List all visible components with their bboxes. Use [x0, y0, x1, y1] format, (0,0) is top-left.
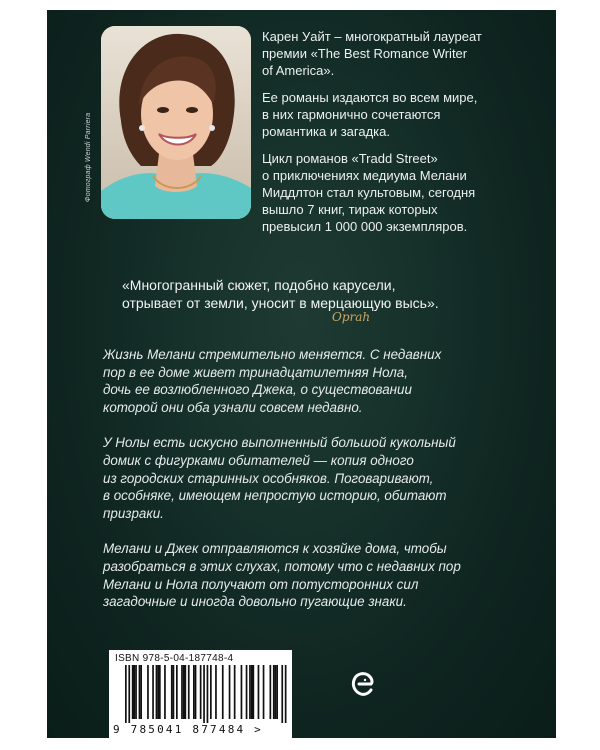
author-bio [262, 28, 556, 245]
quote-attribution: Oprah [332, 310, 371, 324]
barcode-bar [185, 665, 187, 719]
description-paragraph: Мелани и Джек отправляются к хозяйке дома, чтобы разобраться в этих слухах, потому что с недавних пор Мелани и Нола получают от потусторонних сил загадочные и иногда довольно пугающие знаки. [103, 541, 461, 610]
barcode-bar [164, 665, 166, 719]
author-photo [101, 26, 251, 219]
barcode-bar [210, 665, 212, 719]
barcode-bar [258, 665, 260, 719]
barcode-bar [276, 665, 278, 719]
barcode-bar [251, 665, 253, 719]
barcode-bar [195, 665, 197, 719]
barcode-bar [234, 665, 236, 719]
barcode-bar [193, 665, 195, 719]
barcode-bar [222, 665, 224, 719]
barcode-bar [263, 665, 265, 719]
description-paragraph: У Нолы есть искусно выполненный большой кукольный домик с фигурками обитателей — копия одного из городских старинных особняков. Поговаривают, в особняке, имеющем непростую историю, обитают призраки. [103, 435, 456, 521]
barcode-bar [140, 665, 142, 719]
barcode-bar [156, 665, 158, 719]
photo-credit: Фотограф Wendi Parriera [85, 112, 92, 202]
isbn-barcode [109, 650, 292, 738]
barcode-bar [249, 665, 251, 719]
book-description [103, 346, 523, 629]
barcode-bar [134, 665, 136, 719]
quote-line: отрывает от земли, уносит в мерцающую высь». [122, 295, 439, 311]
barcode-bar [246, 665, 248, 719]
barcode-digits: 9 785041 877484 > [113, 723, 263, 736]
barcode-bar [159, 665, 161, 719]
quote-line: «Многогранный сюжет, подобно карусели, [122, 277, 396, 293]
barcode-bar [273, 665, 275, 719]
barcode-bar [241, 665, 243, 719]
barcode-bar [139, 665, 141, 719]
barcode-bar [215, 665, 217, 719]
bio-paragraph: Цикл романов «Tradd Street» о приключениях медиума Мелани Миддлтон стал культовым, сегодня вышло 7 книг, тираж которых превысил 1 000 000 экземпляров. [262, 151, 476, 234]
barcode-bar [181, 665, 183, 719]
barcode-bar [128, 665, 130, 723]
bio-paragraph: Карен Уайт – многократный лауреат премии «The Best Romance Writer of America». [262, 29, 482, 78]
barcode-bar [200, 665, 202, 719]
review-quote [122, 276, 552, 312]
barcode-bar [281, 665, 283, 723]
bio-paragraph: Ее романы издаются во всем мире, в них гармонично сочетаются романтика и загадка. [262, 90, 478, 139]
barcode-bar [171, 665, 173, 719]
barcode-bar [285, 665, 287, 723]
barcode-bar [135, 665, 137, 719]
barcode-bar [176, 665, 178, 719]
barcode-bars [113, 665, 288, 723]
barcode-bar [125, 665, 127, 723]
book-back-cover [47, 10, 556, 738]
barcode-bar [229, 665, 231, 719]
author-portrait-illustration [101, 26, 251, 219]
barcode-bar [203, 665, 205, 723]
barcode-bar [173, 665, 175, 719]
barcode-bar [270, 665, 272, 719]
barcode-bar [207, 665, 209, 723]
barcode-bar [253, 665, 255, 719]
isbn-label: ISBN 978-5-04-187748-4 [115, 653, 234, 664]
barcode-bar [152, 665, 154, 719]
barcode-bar [157, 665, 159, 719]
barcode-bar [188, 665, 190, 719]
description-paragraph: Жизнь Мелани стремительно меняется. С недавних пор в ее доме живет тринадцатилетняя Нола, дочь ее возлюбленного Джека, о существовании которой они оба узнали совсем недавно. [103, 347, 442, 415]
barcode-bar [147, 665, 149, 719]
barcode-bar [132, 665, 134, 719]
barcode-bar [183, 665, 185, 719]
barcode-bar [275, 665, 277, 719]
eksmo-logo-icon [349, 670, 377, 698]
